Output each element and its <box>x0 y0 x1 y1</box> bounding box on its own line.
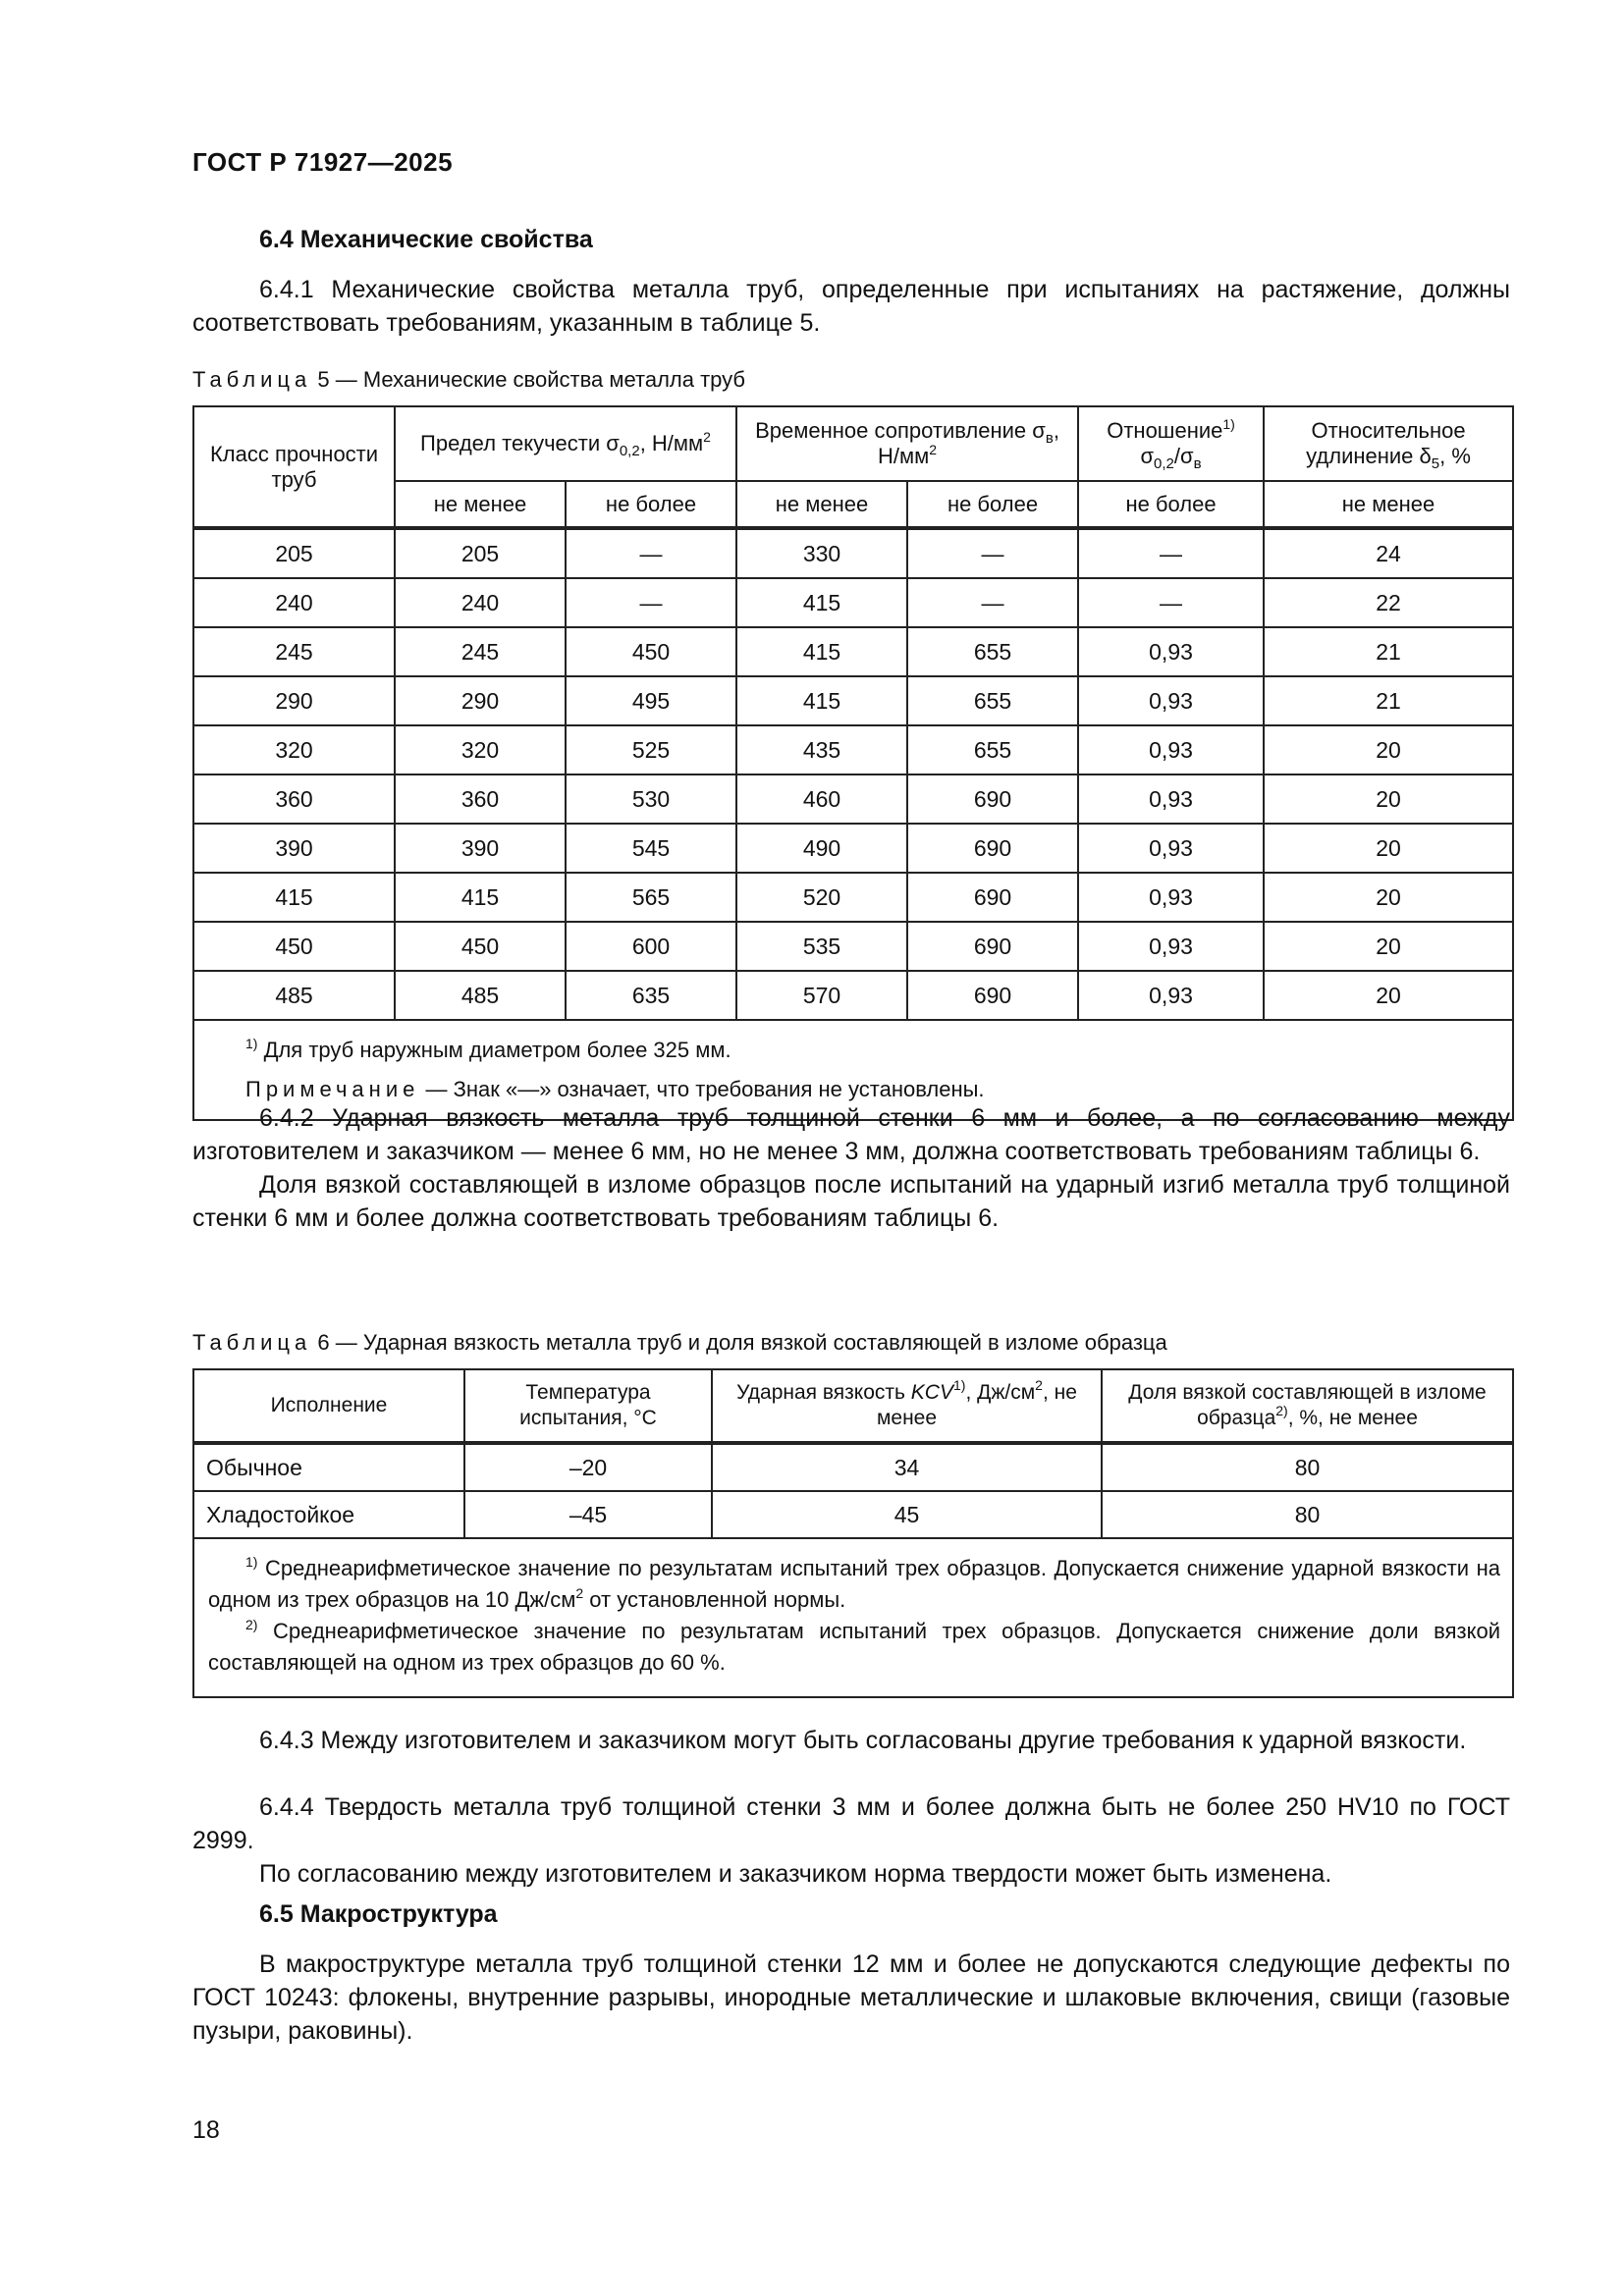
table5-cell: 320 <box>395 725 566 774</box>
table6-caption: Таблица 6 — Ударная вязкость металла труб и доля вязкой составляющей в изломе образца <box>192 1330 1167 1355</box>
table5-row <box>193 627 1513 676</box>
table5-header-ratio: Отношение$^{1)}$ $\sigma_{0,2}/\sigma_в$ <box>1078 406 1264 481</box>
table5-cell: 415 <box>736 627 907 676</box>
table5-cell: 525 <box>566 725 736 774</box>
table5-row <box>193 971 1513 1020</box>
table5-cell: 485 <box>193 971 395 1020</box>
table5-cell: 20 <box>1264 774 1513 824</box>
table5-caption: Таблица 5 — Механические свойства металла труб <box>192 367 746 392</box>
table6-row <box>193 1491 1513 1538</box>
table5-cell: 450 <box>193 922 395 971</box>
table6-cell: Хладостойкое <box>193 1491 464 1538</box>
table5-cell: — <box>566 528 736 578</box>
table5-cell: 0,93 <box>1078 676 1264 725</box>
table5-cell: 690 <box>907 774 1078 824</box>
table5-subheader: не более <box>907 481 1078 528</box>
table5-footnote: $^{1)}$ Для труб наружным диаметром более 325 мм. <box>245 1036 731 1062</box>
table5-cell: 535 <box>736 922 907 971</box>
standard-header: ГОСТ Р 71927—2025 <box>192 147 454 177</box>
paragraph-6-4-1-text: 6.4.1 Механические свойства металла труб, определенные при испытаниях на растяжение, должны соответствовать требованиям, указанным в таблице 5. <box>192 276 1510 337</box>
table5-row <box>193 725 1513 774</box>
table5-cell: 360 <box>193 774 395 824</box>
table5-cell: 415 <box>395 873 566 922</box>
table5-cell: 600 <box>566 922 736 971</box>
section-6-4-title: 6.4 Механические свойства <box>259 226 593 253</box>
table5-subheader: не более <box>1078 481 1264 528</box>
table5-body <box>193 528 1513 1020</box>
table5-mechanical-properties <box>192 405 1514 1121</box>
table5-cell: — <box>1078 578 1264 627</box>
table5-cell: 545 <box>566 824 736 873</box>
table5-row <box>193 922 1513 971</box>
table6-header-kcv: Ударная вязкость KCV$^{1)}$, $Дж/см^2$, не менее <box>712 1369 1102 1443</box>
page-number: 18 <box>192 2116 220 2144</box>
table5-cell: 20 <box>1264 873 1513 922</box>
table5-cell: 24 <box>1264 528 1513 578</box>
table5-cell: 415 <box>736 578 907 627</box>
table6-cell: 45 <box>712 1491 1102 1538</box>
table5-cell: 690 <box>907 873 1078 922</box>
table5-cell: 0,93 <box>1078 725 1264 774</box>
table5-cell: 21 <box>1264 676 1513 725</box>
table5-cell: 450 <box>566 627 736 676</box>
table5-cell: 0,93 <box>1078 873 1264 922</box>
table6-cell: –45 <box>464 1491 712 1538</box>
table5-cell: 635 <box>566 971 736 1020</box>
table5-cell: 0,93 <box>1078 922 1264 971</box>
table5-row <box>193 676 1513 725</box>
table5-cell: 530 <box>566 774 736 824</box>
table5-row <box>193 774 1513 824</box>
table5-cell: 0,93 <box>1078 824 1264 873</box>
table5-cell: 22 <box>1264 578 1513 627</box>
table5-cell: 690 <box>907 971 1078 1020</box>
table6-header-temp: Температура испытания, °С <box>464 1369 712 1443</box>
table5-cell: 450 <box>395 922 566 971</box>
table5-cell: — <box>907 528 1078 578</box>
table5-cell: — <box>566 578 736 627</box>
table5-cell: 20 <box>1264 922 1513 971</box>
table5-cell: 20 <box>1264 725 1513 774</box>
paragraph-6-4-4: 6.4.4 Твердость металла труб толщиной стенки 3 мм и более должна быть не более 250 HV10 по ГОСТ 2999. По согласованию между изготовителем и заказчиком норма твердости может быть изменена. <box>192 1793 1510 1888</box>
table5-cell: 21 <box>1264 627 1513 676</box>
table5-row <box>193 824 1513 873</box>
table6-body <box>193 1443 1513 1538</box>
table5-cell: 390 <box>395 824 566 873</box>
table6-header-share: Доля вязкой составляющей в изломе образца$^{2)}$, %, не менее <box>1102 1369 1513 1443</box>
table5-cell: 290 <box>395 676 566 725</box>
table5-cell: 690 <box>907 922 1078 971</box>
paragraph-6-4-3: 6.4.3 Между изготовителем и заказчиком могут быть согласованы другие требования к ударной вязкости. <box>259 1727 1467 1754</box>
table5-header-class: Класс прочности труб <box>193 406 395 528</box>
paragraph-6-5: В макроструктуре металла труб толщиной стенки 12 мм и более не допускаются следующие дефекты по ГОСТ 10243: флокены, внутренние разрывы, инородные металлические и шлаковые включения, свищи (газовые пузыри, раковины). <box>192 1950 1510 2045</box>
table5-subheader: не менее <box>736 481 907 528</box>
table6-row <box>193 1443 1513 1491</box>
table5-row <box>193 528 1513 578</box>
table5-cell: 245 <box>395 627 566 676</box>
table6-header-row <box>193 1369 1513 1443</box>
table5-cell: 415 <box>193 873 395 922</box>
paragraph-6-4-2: 6.4.2 Ударная вязкость металла труб толщиной стенки 6 мм и более, а по согласованию между изготовителем и заказчиком — менее 6 мм, но не менее 3 мм, должна соответствовать требованиям таблицы 6. Доля вязкой составляющей в изломе образцов после испытаний на ударный изгиб металла труб толщиной стенки 6 мм и более должна соответствовать требованиям таблицы 6. <box>192 1104 1510 1232</box>
table5-cell: 240 <box>193 578 395 627</box>
table6-footer <box>193 1538 1513 1697</box>
table6-impact-toughness <box>192 1368 1514 1698</box>
table6-footnote-1: $^{1)}$ Среднеарифметическое значение по результатам испытаний трех образцов. Допускается снижение ударной вязкости на одном из трех образцов на 10 $Дж/см^2$ от установленной нормы. <box>208 1554 1500 1612</box>
table5-cell: 20 <box>1264 824 1513 873</box>
table5-cell: 240 <box>395 578 566 627</box>
table6-cell: 80 <box>1102 1443 1513 1491</box>
table5-cell: 570 <box>736 971 907 1020</box>
table5-header-row <box>193 406 1513 481</box>
table5-cell: 0,93 <box>1078 774 1264 824</box>
table5-cell: 390 <box>193 824 395 873</box>
table6-header-exec: Исполнение <box>193 1369 464 1443</box>
paragraph-6-4-1 <box>192 273 1510 340</box>
table5-cell: 360 <box>395 774 566 824</box>
table5-cell: — <box>1078 528 1264 578</box>
table5-subheader: не менее <box>395 481 566 528</box>
table5-cell: 415 <box>736 676 907 725</box>
table6-cell: –20 <box>464 1443 712 1491</box>
table5-cell: 0,93 <box>1078 971 1264 1020</box>
table5-cell: 20 <box>1264 971 1513 1020</box>
table5-cell: 655 <box>907 627 1078 676</box>
table5-header-tensile: Временное сопротивление $\sigma_в$, $Н/мм^2$ <box>736 406 1078 481</box>
table5-cell: 290 <box>193 676 395 725</box>
table5-row <box>193 873 1513 922</box>
section-6-5-title: 6.5 Макроструктура <box>259 1900 498 1928</box>
table5-cell: 495 <box>566 676 736 725</box>
table5-cell: 245 <box>193 627 395 676</box>
table5-cell: 655 <box>907 725 1078 774</box>
table6-footnote-2: $^{2)}$ Среднеарифметическое значение по результатам испытаний трех образцов. Допускается снижение доли вязкой составляющей на одном из трех образцов до 60 %. <box>208 1617 1500 1675</box>
table6-cell: 80 <box>1102 1491 1513 1538</box>
table5-cell: 690 <box>907 824 1078 873</box>
table5-cell: 460 <box>736 774 907 824</box>
table5-cell: — <box>907 578 1078 627</box>
table5-cell: 565 <box>566 873 736 922</box>
table5-cell: 655 <box>907 676 1078 725</box>
table5-note: Примечание — Знак «—» означает, что требования не установлены. <box>245 1077 985 1101</box>
table6-footer-cell <box>193 1538 1513 1697</box>
table5-cell: 520 <box>736 873 907 922</box>
table5-header-elongation: Относительное удлинение $\delta_5$, % <box>1264 406 1513 481</box>
table6-cell: Обычное <box>193 1443 464 1491</box>
table5-cell: 0,93 <box>1078 627 1264 676</box>
table5-row <box>193 578 1513 627</box>
table5-cell: 485 <box>395 971 566 1020</box>
table5-cell: 490 <box>736 824 907 873</box>
table5-cell: 205 <box>395 528 566 578</box>
table5-cell: 320 <box>193 725 395 774</box>
table5-cell: 435 <box>736 725 907 774</box>
table5-cell: 205 <box>193 528 395 578</box>
table5-cell: 330 <box>736 528 907 578</box>
table5-header-yield: Предел текучести $\sigma_{0,2}$, $Н/мм^2$ <box>395 406 736 481</box>
table5-subheader: не менее <box>1264 481 1513 528</box>
table6-cell: 34 <box>712 1443 1102 1491</box>
table5-subheader: не более <box>566 481 736 528</box>
